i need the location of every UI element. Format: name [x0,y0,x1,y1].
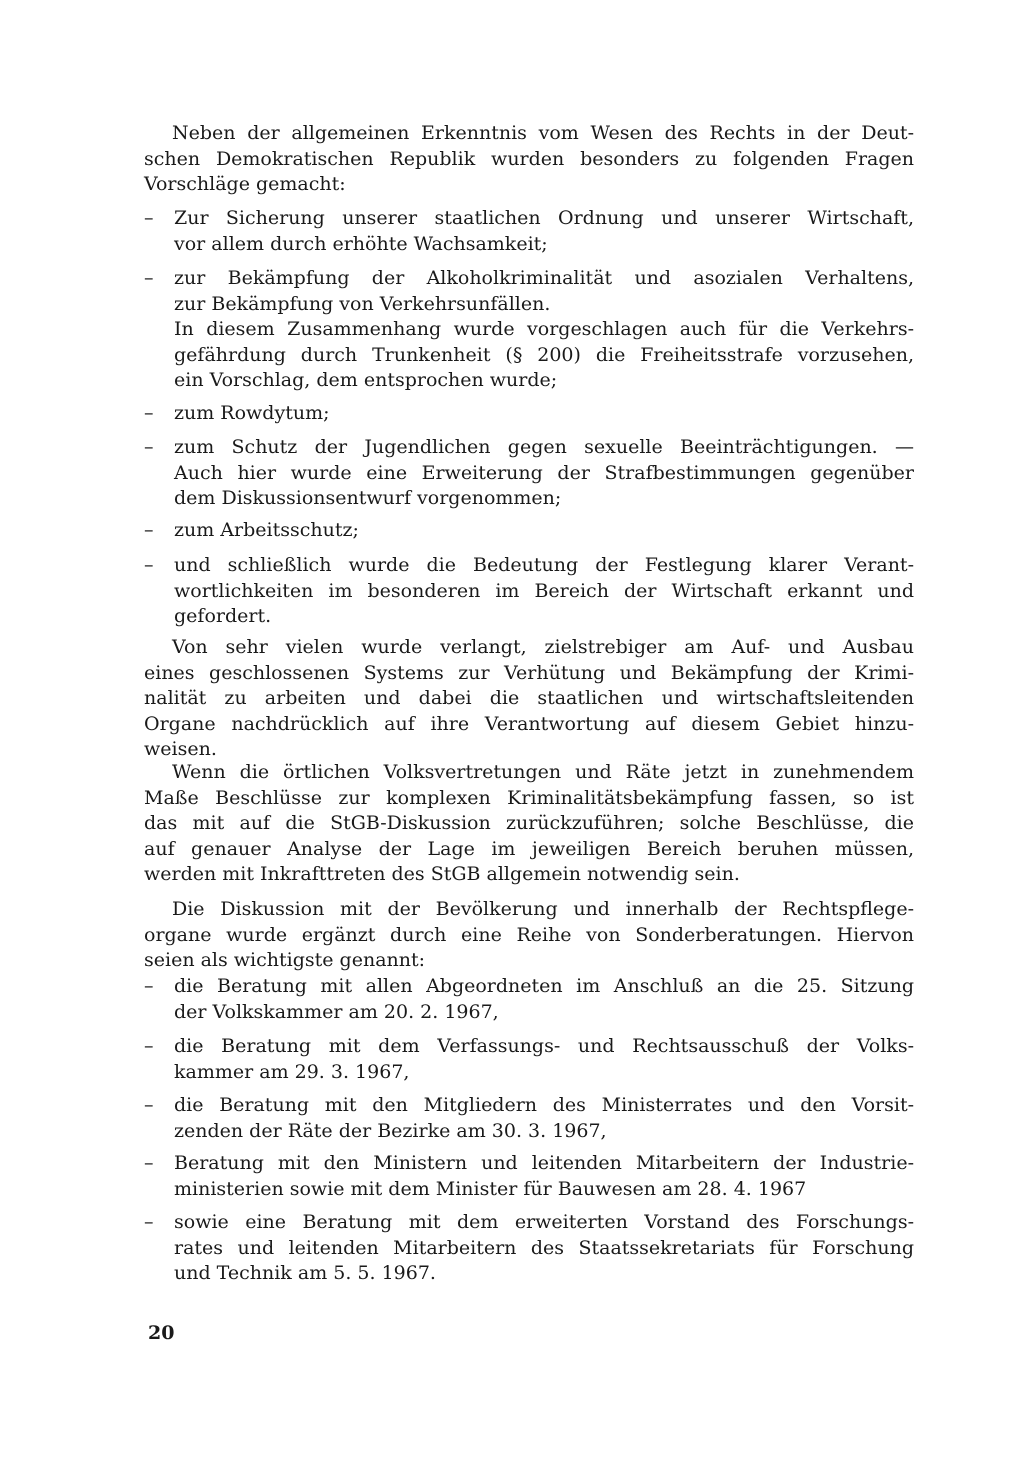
text-line: werden mit Inkrafttreten des StGB allgemein notwendig sein. [144,863,740,885]
text-line: seien als wichtigste genannt: [144,949,426,971]
dash-bullet: – [144,436,154,458]
text-line: ein Vorschlag, dem entsprochen wurde; [174,369,558,391]
dash-bullet: – [144,1211,154,1233]
text-line: organe wurde ergänzt durch eine Reihe von Sonderberatungen. Hiervon [144,923,914,946]
text-line: zur Bekämpfung von Verkehrsunfällen. [174,292,551,315]
page-number: 20 [148,1322,175,1344]
text-line: rates und leitenden Mitarbeitern des Staatssekretariats für Forschung [174,1236,914,1259]
list-item [144,1093,914,1144]
text-line: Organe nachdrücklich auf ihre Verantwortung auf diesem Gebiet hinzu- [144,712,914,735]
dash-bullet: – [144,1094,154,1116]
text-line: die Beratung mit allen Abgeordneten im Anschluß an die 25. Sitzung [174,975,914,997]
text-line: die Beratung mit den Mitgliedern des Ministerrates und den Vorsit- [174,1094,914,1116]
dash-bullet: – [144,267,154,289]
list-item [144,518,914,544]
text-line: Neben der allgemeinen Erkenntnis vom Wesen des Rechts in der Deut- [172,122,914,144]
text-line: zum Arbeitsschutz; [174,519,359,541]
text-line: zum Rowdytum; [174,402,330,424]
text-line: Beratung mit den Ministern und leitenden Mitarbeitern der Industrie- [174,1152,914,1174]
list-item [144,553,914,630]
text-line: zenden der Räte der Bezirke am 30. 3. 1967, [174,1119,607,1142]
text-line: und schließlich wurde die Bedeutung der Festlegung klarer Verant- [174,554,914,576]
list-item [144,401,914,427]
text-line: auf genauer Analyse der Lage im jeweiligen Bereich beruhen müssen, [144,837,914,860]
text-line: Vorschläge gemacht: [144,173,346,195]
text-line: weisen. [144,738,217,760]
list-item [144,1151,914,1202]
text-line: Von sehr vielen wurde verlangt, zielstrebiger am Auf- und Ausbau [172,636,914,658]
text-line: gefährdung durch Trunkenheit (§ 200) die Freiheitsstrafe vorzusehen, [174,343,914,366]
dash-bullet: – [144,519,154,541]
text-line: dem Diskussionsentwurf vorgenommen; [174,487,562,509]
paragraph [144,635,914,763]
text-line: und Technik am 5. 5. 1967. [174,1262,436,1284]
text-line: kammer am 29. 3. 1967, [174,1060,410,1083]
text-line: der Volkskammer am 20. 2. 1967, [174,1000,499,1023]
text-line: Auch hier wurde eine Erweiterung der Strafbestimmungen gegenüber [174,461,914,484]
text-line: schen Demokratischen Republik wurden besonders zu folgenden Fragen [144,147,914,170]
paragraph [144,760,914,888]
text-line: In diesem Zusammenhang wurde vorgeschlagen auch für die Verkehrs- [174,318,914,340]
text-line: die Beratung mit dem Verfassungs- und Rechtsausschuß der Volks- [174,1035,914,1057]
text-line: sowie eine Beratung mit dem erweiterten Vorstand des Forschungs- [174,1211,914,1233]
dash-bullet: – [144,1152,154,1174]
dash-bullet: – [144,207,154,229]
text-line: Maße Beschlüsse zur komplexen Kriminalitätsbekämpfung fassen, so ist [144,786,914,809]
list-item [144,206,914,257]
text-line: das mit auf die StGB-Diskussion zurückzuführen; solche Beschlüsse, die [144,812,914,834]
text-line: nalität zu arbeiten und dabei die staatlichen und wirtschaftsleitenden [144,687,914,709]
list-item [144,1210,914,1287]
list-item [144,1034,914,1085]
text-line: Zur Sicherung unserer staatlichen Ordnung und unserer Wirtschaft, [174,207,914,229]
list-item [144,974,914,1025]
paragraph-intro [144,121,914,198]
text-line: zum Schutz der Jugendlichen gegen sexuelle Beeinträchtigungen. — [174,436,914,458]
dash-bullet: – [144,975,154,997]
dash-bullet: – [144,554,154,576]
text-line: eines geschlossenen Systems zur Verhütung und Bekämpfung der Krimi- [144,661,914,684]
list-item [144,435,914,512]
text-line: gefordert. [174,605,272,627]
dash-bullet: – [144,1035,154,1057]
text-line: wortlichkeiten im besonderen im Bereich der Wirtschaft erkannt und [174,579,914,602]
text-line: zur Bekämpfung der Alkoholkriminalität und asozialen Verhaltens, [174,267,914,289]
dash-bullet: – [144,402,154,424]
text-line: Die Diskussion mit der Bevölkerung und innerhalb der Rechtspflege- [172,898,914,920]
text-line: ministerien sowie mit dem Minister für Bauwesen am 28. 4. 1967 [174,1177,807,1200]
text-line: vor allem durch erhöhte Wachsamkeit; [174,232,548,255]
paragraph [144,897,914,974]
text-line: Wenn die örtlichen Volksvertretungen und Räte jetzt in zunehmendem [172,761,914,783]
list-item [144,266,914,394]
